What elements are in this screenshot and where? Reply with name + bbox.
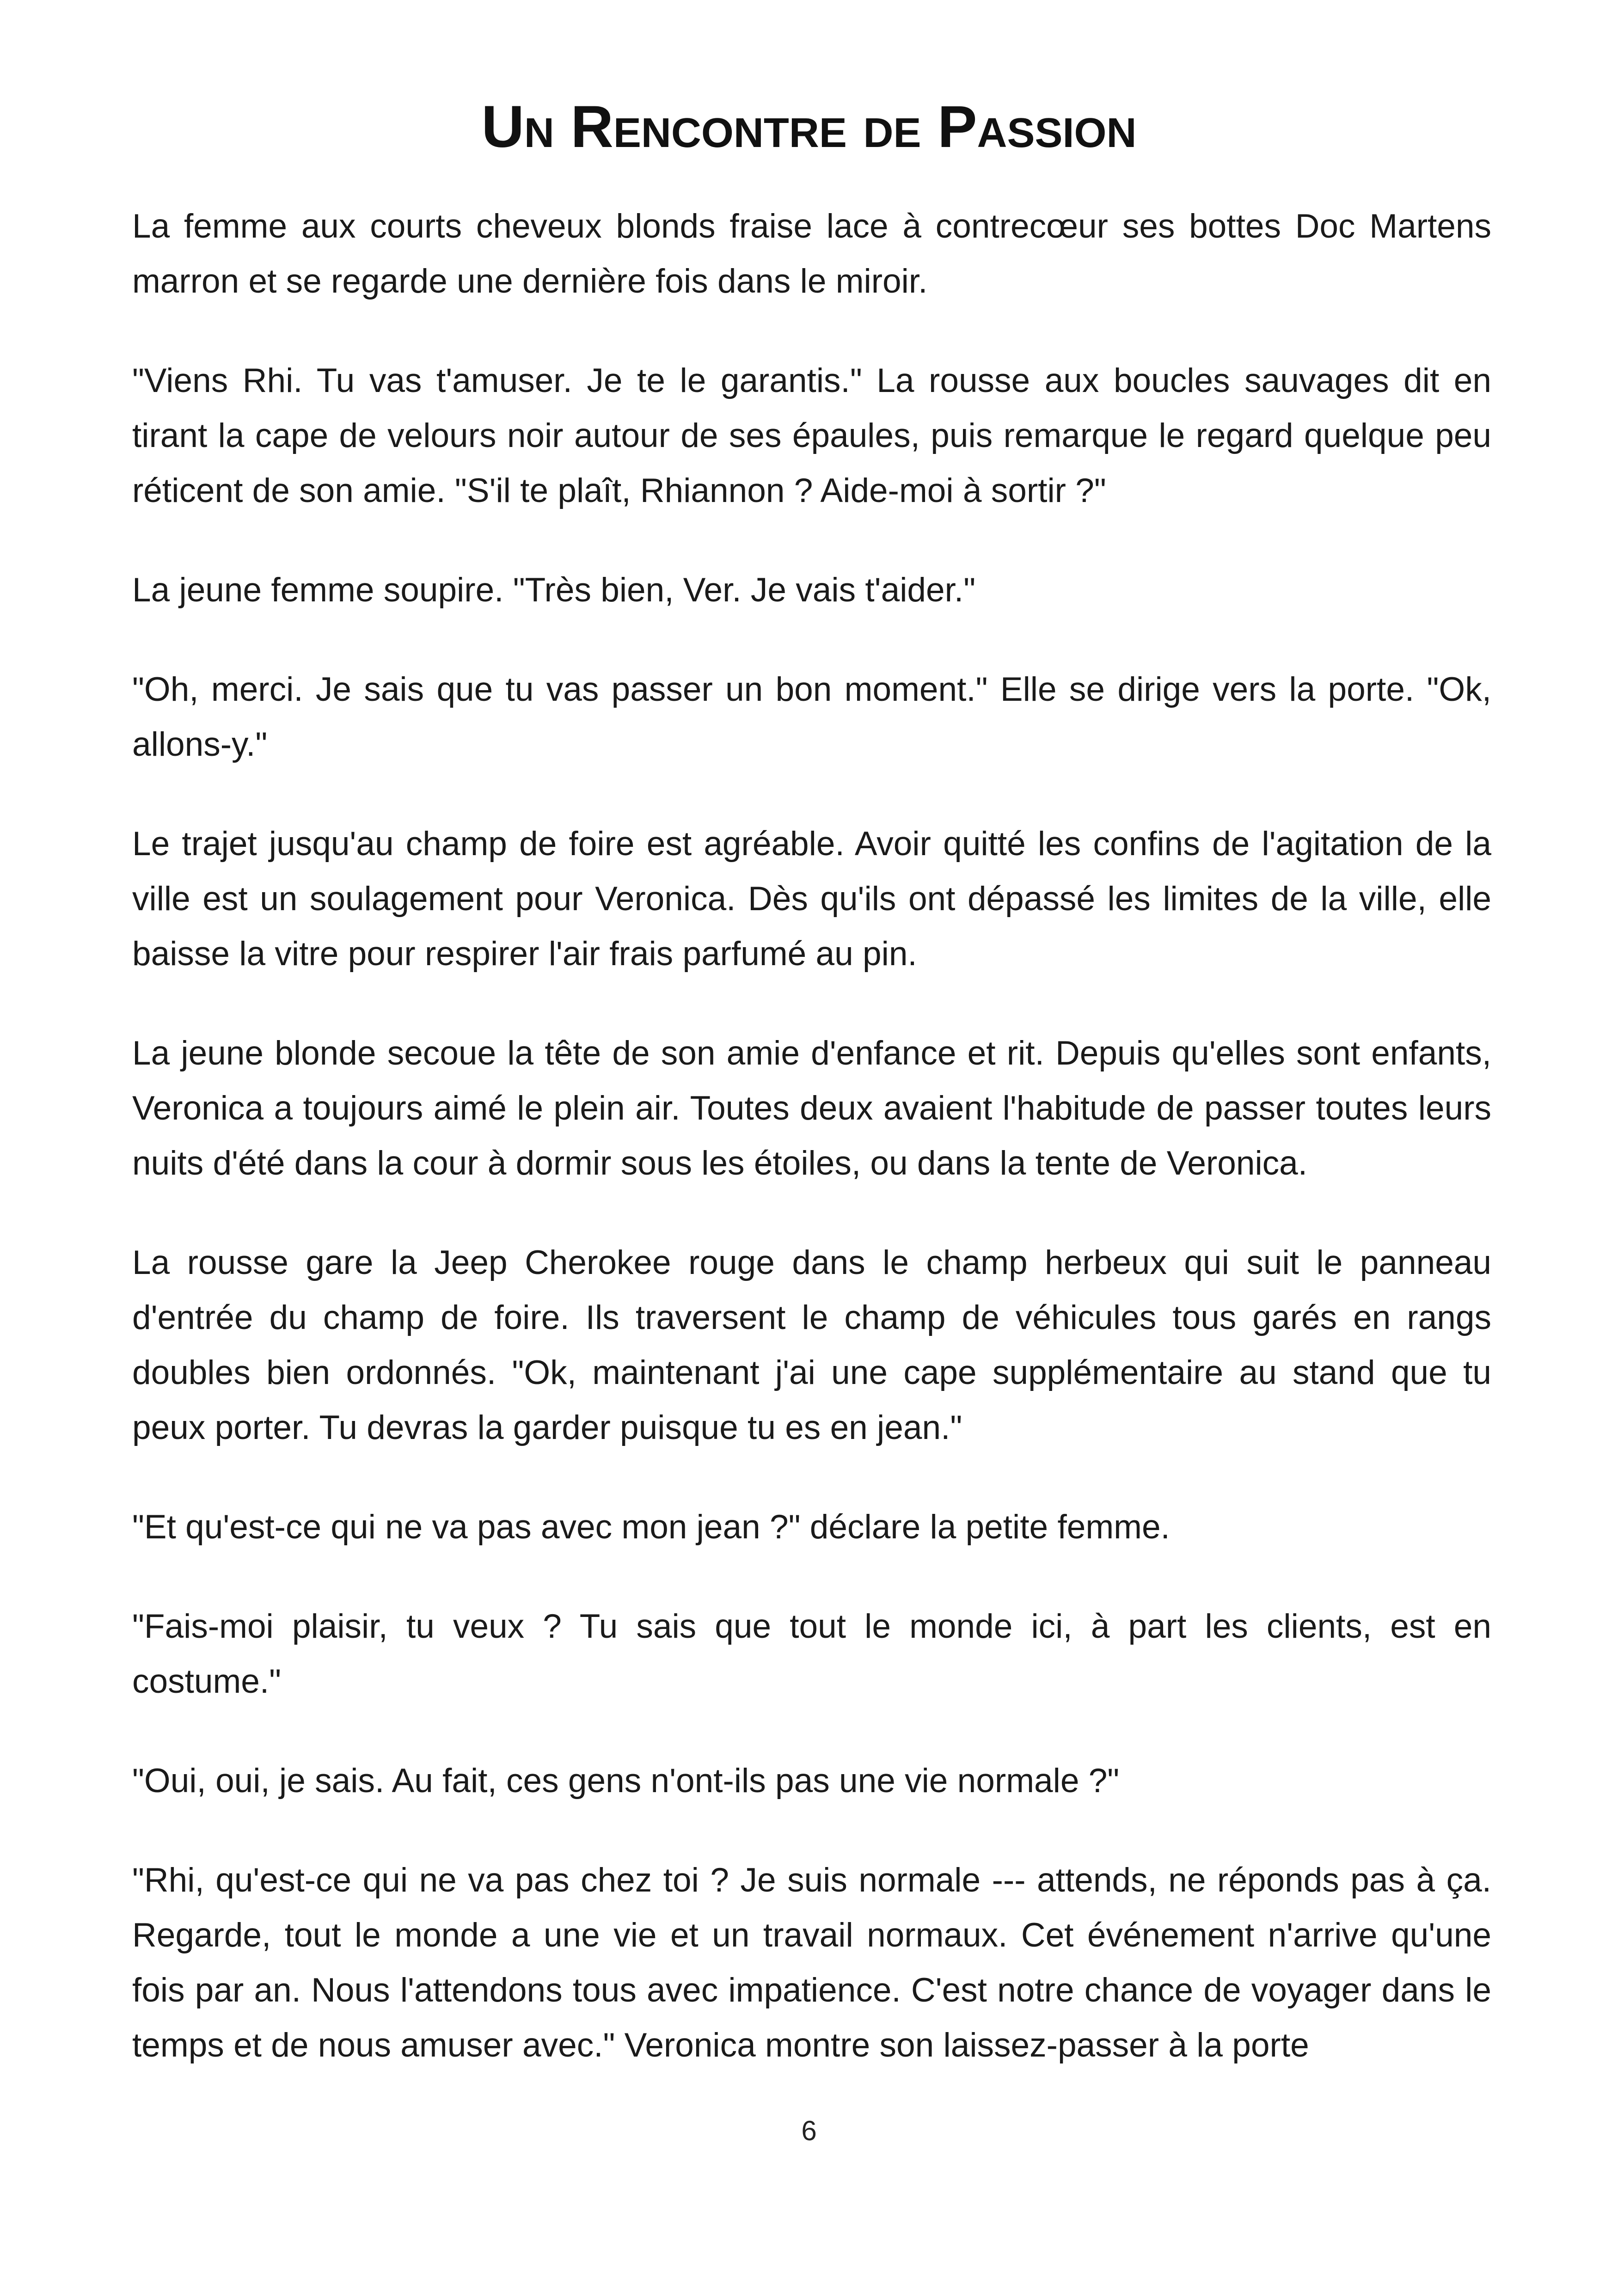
paragraph: La rousse gare la Jeep Cherokee rouge dans le champ herbeux qui suit le panneau d'entrée du champ de foire. Ils traversent le champ de véhicules tous garés en rangs doubles bien ordonnés. "Ok, maintenant j'ai une cape supplémentaire au stand que tu peux porter. Tu devras la garder puisque tu es en jean." — [132, 1244, 1491, 1446]
paragraph: Le trajet jusqu'au champ de foire est agréable. Avoir quitté les confins de l'agitation de la ville est un soulagement pour Veronica. Dès qu'ils ont dépassé les limites de la ville, elle baisse la vitre pour respirer l'air frais parfumé au pin. — [132, 825, 1491, 973]
paragraph: "Fais-moi plaisir, tu veux ? Tu sais que tout le monde ici, à part les clients, est en costume." — [132, 1608, 1491, 1700]
paragraph: "Oui, oui, je sais. Au fait, ces gens n'ont-ils pas une vie normale ?" — [132, 1762, 1120, 1800]
paragraph: La femme aux courts cheveux blonds fraise lace à contrecœur ses bottes Doc Martens marron et se regarde une dernière fois dans le miroir. — [132, 208, 1491, 300]
body-text — [132, 199, 1491, 2117]
paragraph: "Viens Rhi. Tu vas t'amuser. Je te le garantis." La rousse aux boucles sauvages dit en tirant la cape de velours noir autour de ses épaules, puis remarque le regard quelque peu réticent de son amie. "S'il te plaît, Rhiannon ? Aide-moi à sortir ?" — [132, 362, 1491, 509]
page-number: 6 — [801, 2115, 817, 2146]
paragraph: "Rhi, qu'est-ce qui ne va pas chez toi ? Je suis normale --- attends, ne réponds pas à ça. Regarde, tout le monde a une vie et un travail normaux. Cet événement n'arrive qu'une fois par an. Nous l'attendons tous avec impatience. C'est notre chance de voyager dans le temps et de nous amuser avec." Veronica montre son laissez-passer à la porte — [132, 1861, 1491, 2064]
paragraph: La jeune blonde secoue la tête de son amie d'enfance et rit. Depuis qu'elles sont enfants, Veronica a toujours aimé le plein air. Toutes deux avaient l'habitude de passer toutes leurs nuits d'été dans la cour à dormir sous les étoiles, ou dans la tente de Veronica. — [132, 1035, 1491, 1182]
paragraph: "Et qu'est-ce qui ne va pas avec mon jean ?" déclare la petite femme. — [132, 1508, 1170, 1546]
paragraph: "Oh, merci. Je sais que tu vas passer un bon moment." Elle se dirige vers la porte. "Ok, allons-y." — [132, 671, 1491, 763]
paragraph: La jeune femme soupire. "Très bien, Ver. Je vais t'aider." — [132, 571, 976, 609]
chapter-title: Un Rencontre de Passion — [481, 94, 1137, 160]
